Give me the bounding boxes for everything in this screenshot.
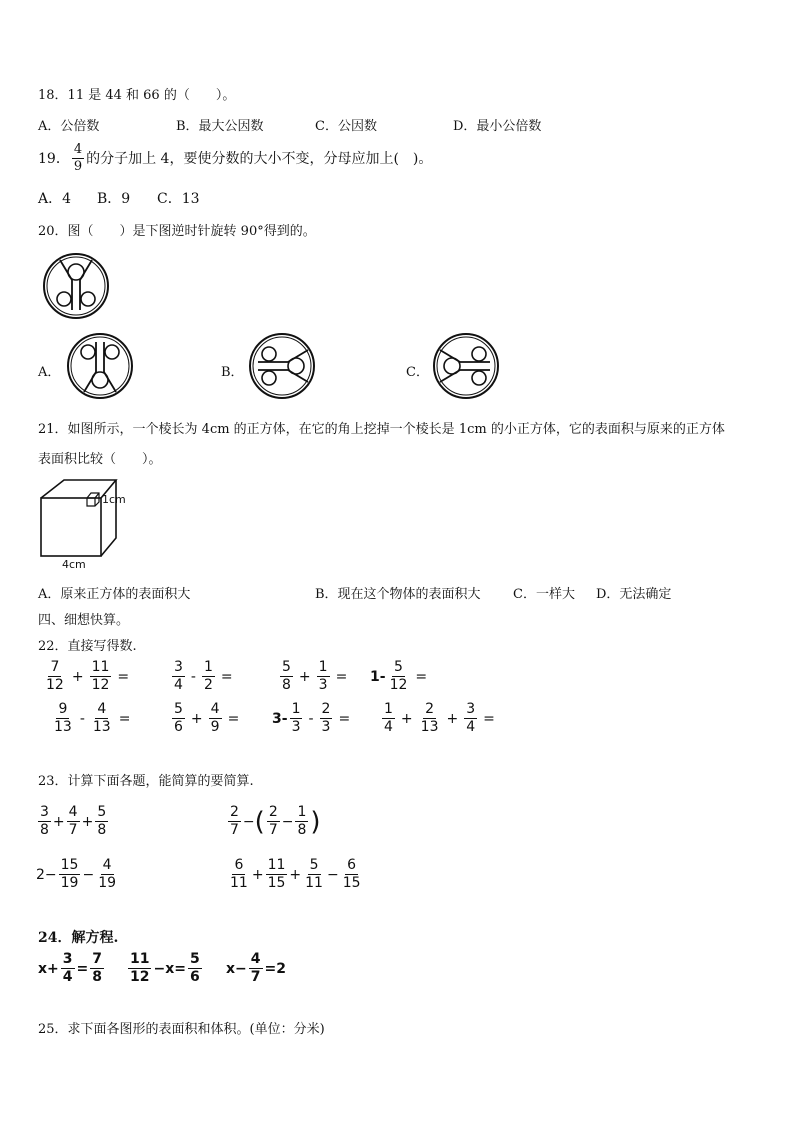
q22-r2-e1: $\frac{9}{13}$ - $\frac{4}{13}$ = (54, 701, 131, 736)
q21-cube-figure (40, 478, 140, 568)
q19-option-b: B．9 (97, 191, 131, 207)
q19-stem-text: 的分子加上 4，要使分数的大小不变，分母应加上( )。 (86, 150, 433, 167)
q21-small-cube-label: 1cm (102, 493, 126, 506)
q22-r1-e2: $\frac{3}{4}$ - $\frac{1}{2}$ = (174, 659, 233, 694)
q21-option-a: A．原来正方体的表面积大 (38, 587, 191, 602)
q19-num: 19． (38, 150, 70, 167)
q21-stem-line1: 21．如图所示，一个棱长为 4cm 的正方体，在它的角上挖掉一个棱长是 1cm 的小正方体，它的表面积与原来的正方体 (38, 422, 725, 437)
section-4-heading: 四、细想快算。 (38, 613, 130, 628)
q22-r2-e4: $\frac{1}{4}$ + $\frac{2}{13}$ + $\frac{3}{4}$ = (384, 701, 495, 736)
q24-equation-3: x− $\frac{4}{7}$ =2 (226, 951, 286, 986)
q23-problem-3: 2− $\frac{15}{19}$ − $\frac{4}{19}$ (36, 857, 117, 892)
q18-option-a: A．公倍数 (38, 119, 100, 134)
q18-option-c: C．公因数 (315, 119, 377, 134)
q20-label-a: A． (38, 365, 61, 380)
q23-stem: 23．计算下面各题，能简算的要简算. (38, 774, 254, 789)
q21-option-c: C．一样大 (513, 587, 575, 602)
q20-option-b-figure (248, 332, 316, 400)
q20-option-a-figure (66, 332, 134, 400)
q23-problem-2: $\frac{2}{7}$ −( $\frac{2}{7}$ − $\frac{1}{8}$ ) (230, 804, 321, 839)
q20-option-c-figure (432, 332, 500, 400)
q18-stem: 18．11 是 44 和 66 的（ ）。 (38, 88, 236, 103)
q20-original-figure (42, 252, 110, 320)
q23-problem-1: $\frac{3}{8}$ + $\frac{4}{7}$ + $\frac{5}{8}$ (40, 804, 107, 839)
q22-r2-e3: 3- $\frac{1}{3}$ - $\frac{2}{3}$ = (272, 701, 351, 736)
q18-option-d: D．最小公倍数 (453, 119, 542, 134)
q19-option-c: C．13 (157, 191, 200, 207)
q21-option-b: B．现在这个物体的表面积大 (315, 587, 481, 602)
q20-label-b: B． (221, 365, 244, 380)
q19-stem (38, 143, 432, 175)
q20-label-c: C． (406, 365, 429, 380)
q22-r1-e3: $\frac{5}{8}$ + $\frac{1}{3}$ = (282, 659, 348, 694)
q24-equation-2: $\frac{11}{12}$ −x= $\frac{5}{6}$ (130, 951, 200, 986)
q21-stem-line2: 表面积比较（ ）。 (38, 452, 162, 467)
q21-big-cube-label: 4cm (62, 558, 86, 571)
q21-option-d: D．无法确定 (596, 587, 672, 602)
q24-stem: 24．解方程. (38, 930, 119, 946)
q23-problem-4: $\frac{6}{11}$ + $\frac{11}{15}$ + $\frac{5}{11}$ − $\frac{6}{15}$ (230, 857, 361, 892)
q19-option-a: A．4 (38, 191, 72, 207)
q22-r1-e4: 1- $\frac{5}{12}$ = (370, 659, 428, 694)
q25-stem: 25．求下面各图形的表面积和体积。(单位：分米) (38, 1022, 325, 1037)
q20-stem: 20．图（ ）是下图逆时针旋转 90°得到的。 (38, 224, 316, 239)
q24-equation-1: x+ $\frac{3}{4}$ = $\frac{7}{8}$ (38, 951, 102, 986)
q22-r1-e1: $\frac{7}{12}$ + $\frac{11}{12}$ = (46, 659, 130, 694)
q18-option-b: B．最大公因数 (176, 119, 264, 134)
q22-stem: 22．直接写得数. (38, 639, 137, 654)
q19-fraction: $\frac{4}{9}$ (73, 142, 83, 175)
q22-r2-e2: $\frac{5}{6}$ + $\frac{4}{9}$ = (174, 701, 240, 736)
